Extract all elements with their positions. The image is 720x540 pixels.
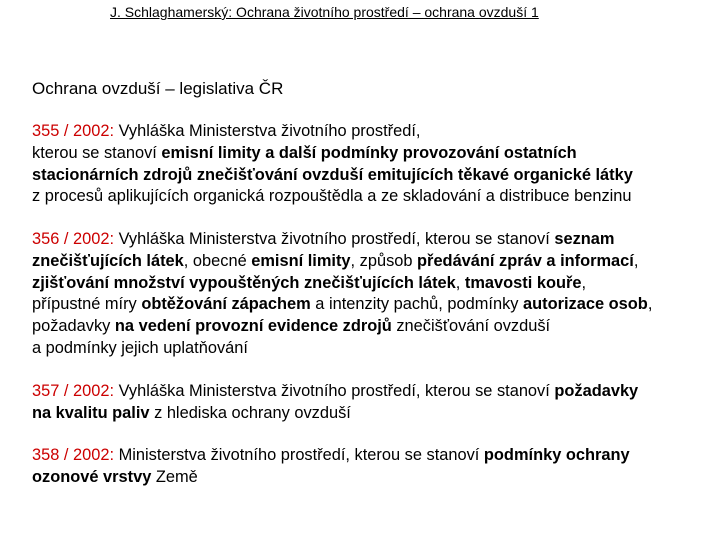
regulation-number: 357 / 2002: [32,382,115,400]
slide-title: Ochrana ovzduší – legislativa ČR [32,79,284,98]
emphasized-text: na vedení provozní evidence zdrojů [114,317,392,336]
text-segment: kterou se stanoví [32,143,162,162]
text-segment: Ministerstva životního prostředí, kterou se stanoví [118,446,484,464]
emphasized-text: seznam [554,230,615,248]
slide-header: J. Schlaghamerský: Ochrana životního prostředí – ochrana ovzduší 1 [110,4,539,20]
regulation-358 [32,445,720,489]
regulation-357 [32,381,720,425]
emphasized-text: předávání zpráv a informací [417,251,634,270]
emphasized-text: tmavosti kouře [464,273,582,292]
regulation-number: 358 / 2002: [32,446,115,464]
emphasized-text: podmínky ochrany [483,446,630,464]
paragraph-line [32,229,720,251]
text-segment: , obecné [183,251,252,270]
text-segment: Země [151,467,198,486]
regulation-number: 355 / 2002: [32,122,115,140]
text-segment: z procesů aplikujících organická rozpouštědla a ze skladování a distribuce benzinu [32,187,632,206]
paragraph-line [32,121,720,143]
text-segment: Vyhláška Ministerstva životního prostředí, kterou se stanoví [118,382,555,400]
paragraph-line [32,186,720,208]
text-segment: Vyhláška Ministerstva životního prostředí, [118,122,421,140]
emphasized-text: emisní limity [251,251,351,270]
paragraph-line [32,445,720,467]
text-segment: přípustné míry [32,295,142,314]
text-segment: znečišťování ovzduší [391,317,551,336]
emphasized-text: emisní limity a další podmínky provozování ostatních [161,143,577,162]
paragraph-line [32,251,720,273]
paragraph-line [32,338,720,360]
text-segment: , způsob [350,251,418,270]
emphasized-text: obtěžování zápachem [141,295,311,314]
text-segment: , [455,273,465,292]
regulation-number: 356 / 2002: [32,230,115,248]
text-segment: požadavky [32,317,115,336]
emphasized-text: zjišťování množství vypouštěných znečišťujících látek [32,273,456,292]
paragraph-line [32,381,720,403]
paragraph-line [32,316,720,338]
paragraph-line [32,165,720,187]
regulation-356 [32,229,720,360]
emphasized-text: stacionárních zdrojů znečišťování ovzduší emitujících těkavé organické látky [32,165,633,184]
emphasized-text: ozonové vrstvy [32,467,152,486]
text-segment: a podmínky jejich uplatňování [32,338,248,357]
emphasized-text: autorizace osob [523,295,648,314]
text-segment: Vyhláška Ministerstva životního prostředí, kterou se stanoví [118,230,555,248]
paragraph-line [32,467,720,489]
text-segment: , [647,295,653,314]
emphasized-text: znečišťujících látek [32,251,184,270]
emphasized-text: na kvalitu paliv [32,403,150,422]
paragraph-line [32,273,720,295]
paragraph-line [32,143,720,165]
text-segment: z hlediska ochrany ovzduší [149,403,351,422]
text-segment: , [581,273,587,292]
regulation-355 [32,121,720,208]
text-segment: a intenzity pachů, podmínky [310,295,524,314]
paragraph-line [32,294,720,316]
emphasized-text: požadavky [554,382,639,400]
paragraph-line [32,403,720,425]
text-segment: , [633,251,639,270]
